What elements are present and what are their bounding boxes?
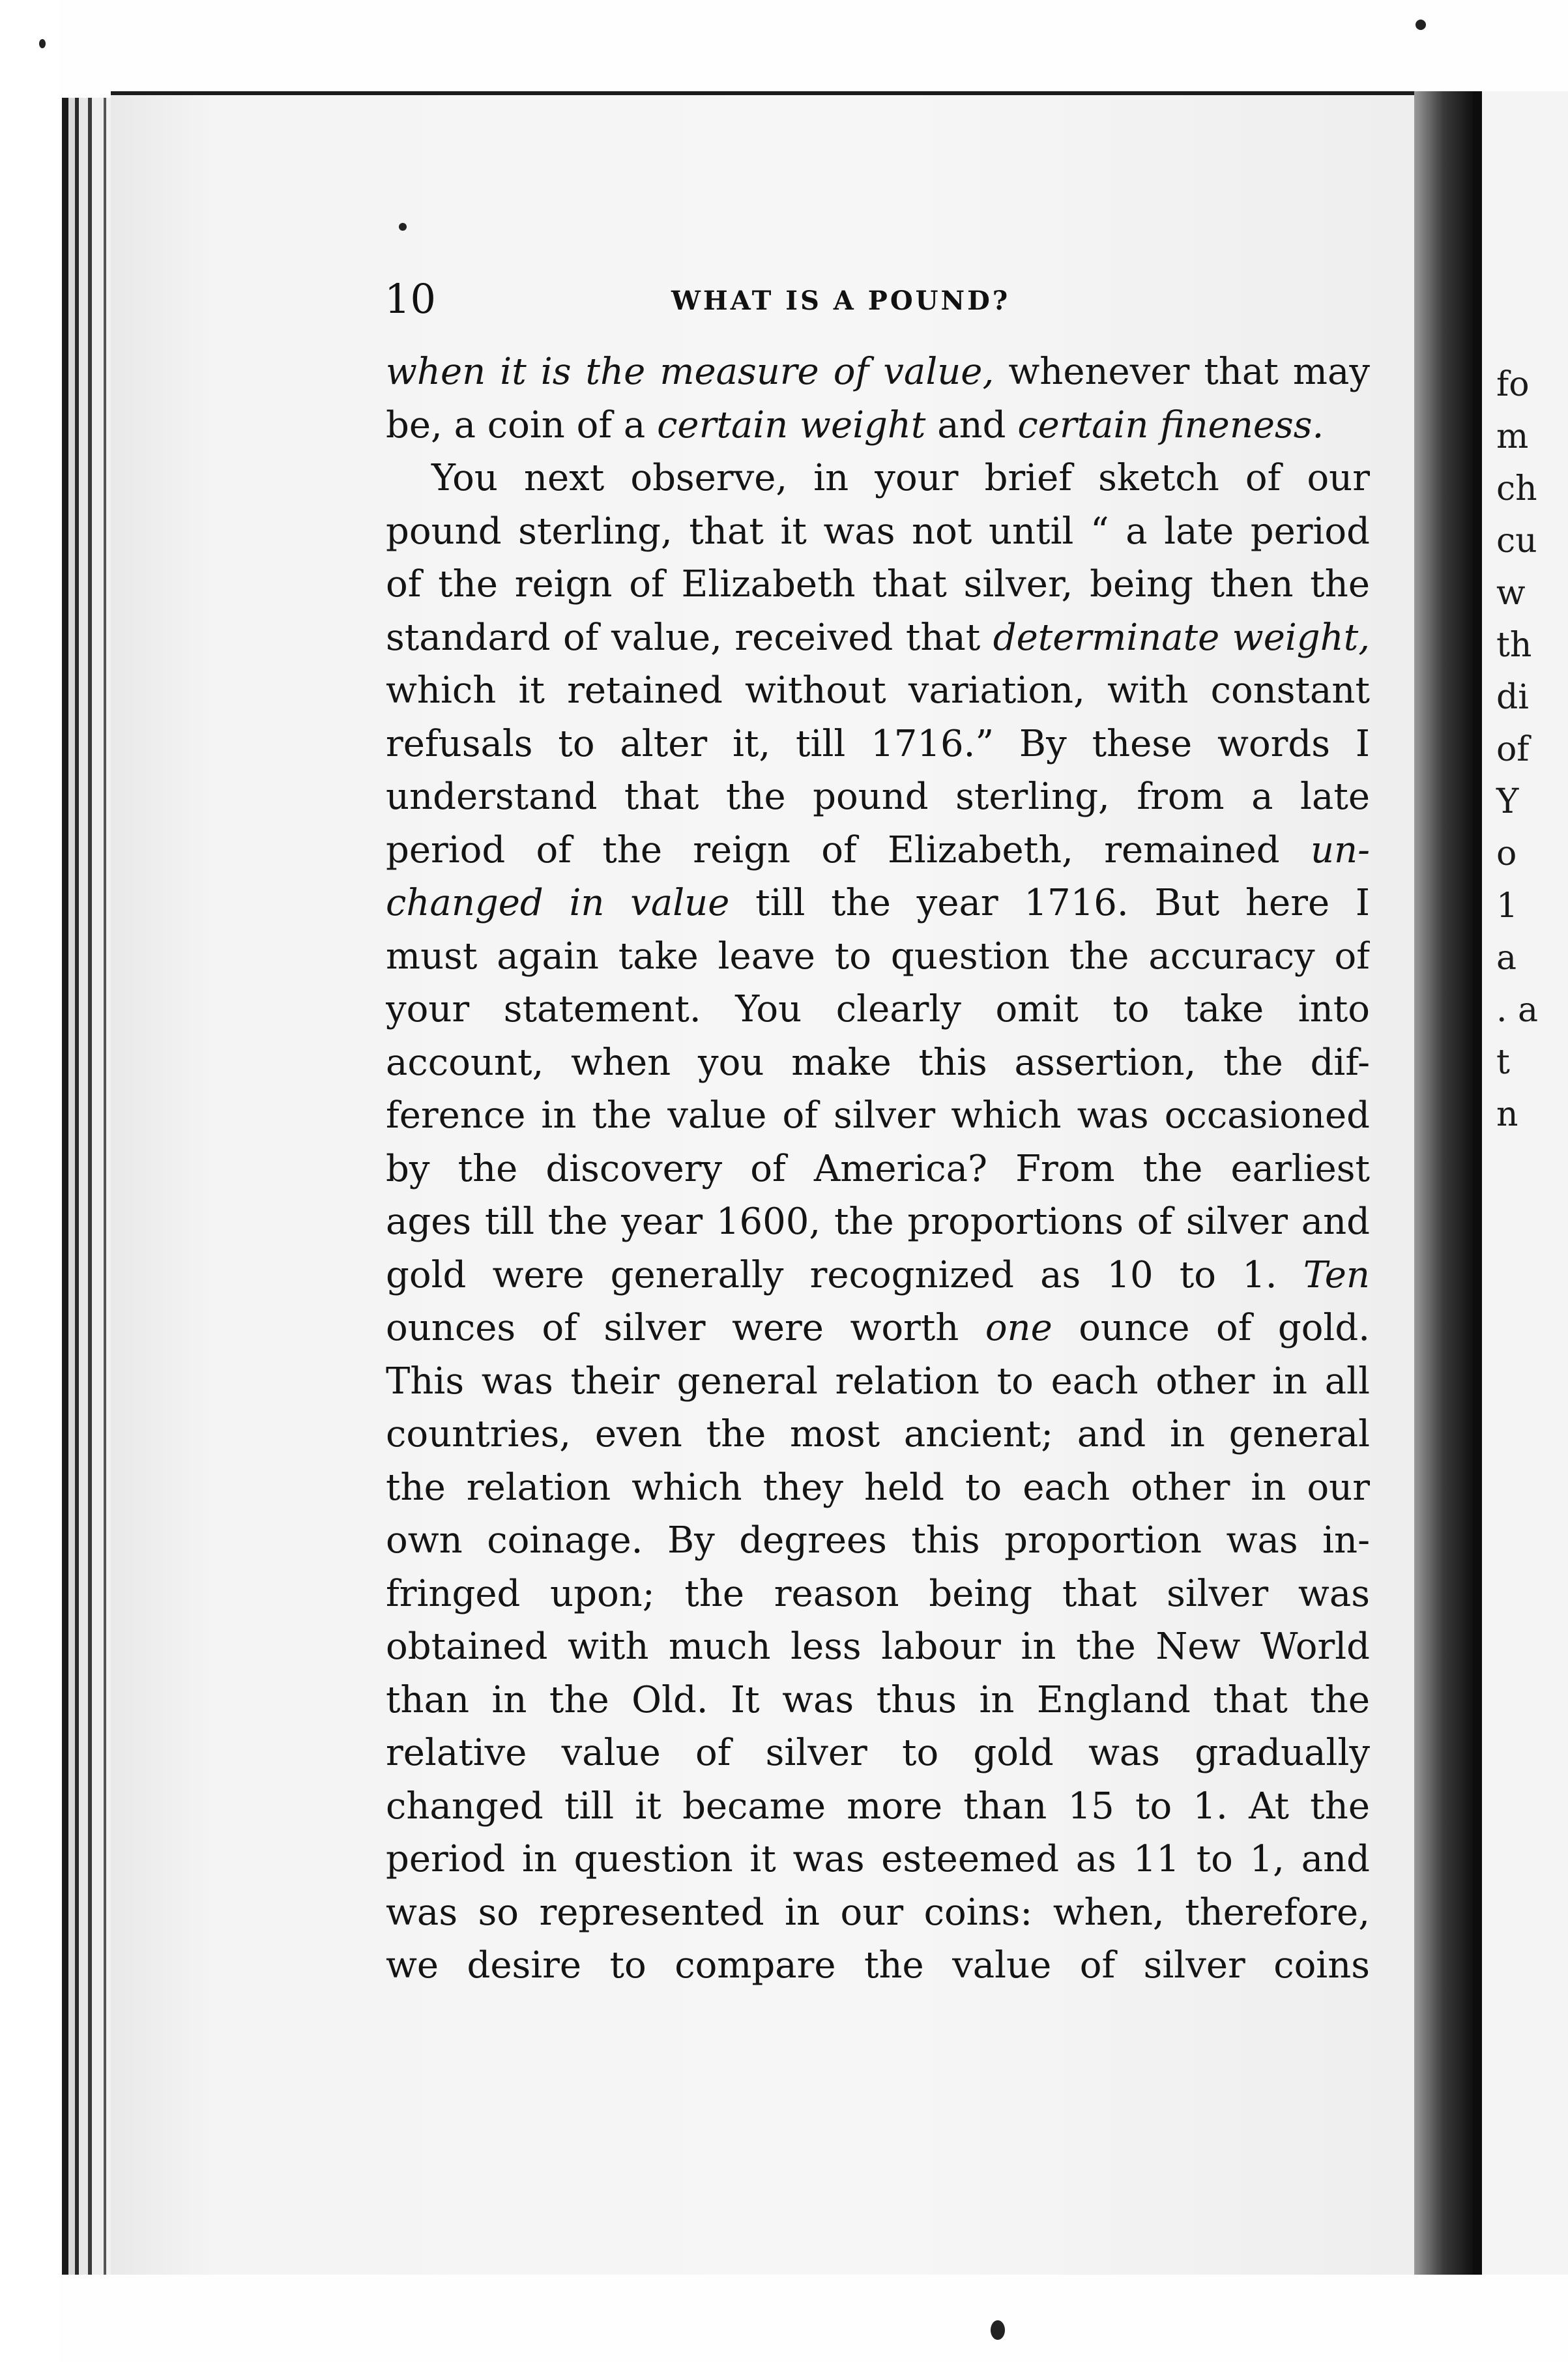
- fragment-text: ch: [1496, 469, 1537, 508]
- text-line: own coinage. By degrees this proportion was in-: [386, 1519, 1370, 1562]
- italic-phrase: Ten: [1303, 1253, 1370, 1296]
- italic-phrase: one: [985, 1307, 1053, 1349]
- text-line: account, when you make this assertion, the dif-: [386, 1041, 1370, 1084]
- text-line: of the reign of Elizabeth that silver, being then the: [386, 563, 1370, 605]
- text-run: till the year 1716. But here I: [729, 882, 1370, 924]
- italic-phrase: determinate weight,: [993, 616, 1370, 659]
- fragment-text: n: [1496, 1095, 1518, 1134]
- text-line: ference in the value of silver which was occasioned: [386, 1094, 1370, 1137]
- text-run: whenever that may: [994, 351, 1370, 393]
- fragment-text: a: [1496, 939, 1517, 978]
- facing-page-fragment: [1473, 91, 1568, 2275]
- text-line: ages till the year 1600, the proportions of silver and: [386, 1201, 1370, 1243]
- fragment-text: . a: [1496, 991, 1539, 1030]
- scan-speck: [399, 223, 407, 231]
- text-line: your statement. You clearly omit to take into: [386, 988, 1370, 1030]
- text-run: gold were generally recognized as 10 to 1.: [386, 1253, 1303, 1296]
- text-line: [386, 877, 1370, 930]
- text-line: [386, 824, 1370, 877]
- text-run: and: [925, 403, 1018, 446]
- scan-margin: [0, 0, 59, 2362]
- italic-phrase: when it is the measure of value,: [386, 351, 995, 393]
- text-run: ounce of gold.: [1052, 1307, 1370, 1349]
- text-line: we desire to compare the value of silver coins: [386, 1944, 1370, 1987]
- page-number: 10: [385, 275, 436, 323]
- text-line: This was their general relation to each other in all: [386, 1360, 1370, 1403]
- scan-speck: [1416, 20, 1426, 30]
- fragment-text: t: [1496, 1043, 1510, 1082]
- fragment-text: o: [1496, 834, 1517, 873]
- fragment-text: 1: [1496, 886, 1518, 926]
- text-line: was so represented in our coins: when, therefore,: [386, 1891, 1370, 1934]
- text-line: [386, 399, 1370, 452]
- fragment-text: di: [1496, 678, 1529, 717]
- fragment-text: of: [1496, 730, 1530, 769]
- text-line: the relation which they held to each other in our: [386, 1466, 1370, 1509]
- text-line: than in the Old. It was thus in England that the: [386, 1678, 1370, 1721]
- text-line: You next observe, in your brief sketch of our: [431, 457, 1370, 499]
- text-line: [386, 1302, 1370, 1355]
- text-run: be, a coin of a: [386, 403, 658, 446]
- body-text: [386, 345, 1370, 1992]
- text-line: [386, 611, 1370, 665]
- italic-phrase: changed in value: [386, 882, 730, 924]
- text-line: period in question it was esteemed as 11 to 1, and: [386, 1838, 1370, 1880]
- text-line: understand that the pound sterling, from a late: [386, 776, 1370, 818]
- fragment-text: th: [1496, 626, 1532, 665]
- fragment-text: w: [1496, 574, 1526, 613]
- text-line: fringed upon; the reason being that silver was: [386, 1572, 1370, 1615]
- text-line: must again take leave to question the accuracy of: [386, 935, 1370, 978]
- italic-phrase: certain weight: [657, 403, 926, 446]
- scan-speck: [991, 2320, 1005, 2340]
- text-run: standard of value, received that: [386, 616, 993, 659]
- text-line: refusals to alter it, till 1716.” By these words I: [386, 722, 1370, 765]
- italic-phrase: un-: [1310, 828, 1370, 871]
- text-line: pound sterling, that it was not until “ a late period: [386, 510, 1370, 553]
- italic-phrase: certain fineness.: [1017, 403, 1324, 446]
- fragment-text: Y: [1496, 782, 1519, 821]
- text-run: ounces of silver were worth: [386, 1307, 985, 1349]
- fragment-text: cu: [1496, 521, 1537, 561]
- text-line: [386, 1249, 1370, 1302]
- scan-speck: [39, 39, 46, 48]
- text-run: period of the reign of Elizabeth, remained: [386, 828, 1311, 871]
- text-line: by the discovery of America? From the earliest: [386, 1147, 1370, 1190]
- text-line: changed till it became more than 15 to 1. At the: [386, 1785, 1370, 1828]
- text-line: which it retained without variation, with constant: [386, 669, 1370, 712]
- running-head: WHAT IS A POUND?: [671, 285, 1011, 316]
- text-line: [386, 345, 1370, 399]
- fragment-text: m: [1496, 417, 1529, 456]
- text-line: relative value of silver to gold was gradually: [386, 1732, 1370, 1774]
- gutter-shadow: [1414, 91, 1473, 2275]
- fragment-text: fo: [1496, 365, 1530, 404]
- text-line: countries, even the most ancient; and in general: [386, 1413, 1370, 1455]
- text-line: obtained with much less labour in the New World: [386, 1626, 1370, 1668]
